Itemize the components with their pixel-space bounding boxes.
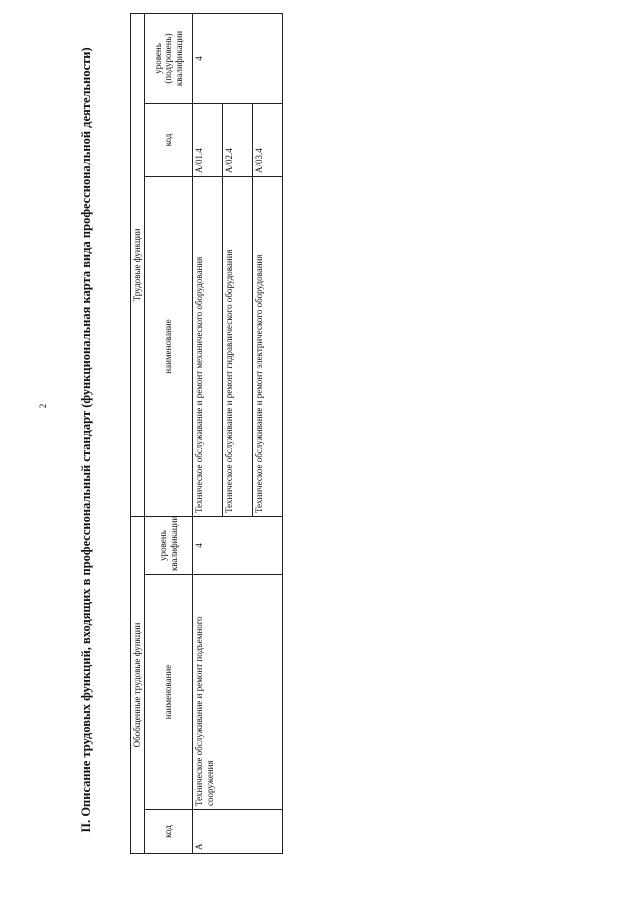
function-level: 4 (193, 13, 283, 103)
header-code-2: код (145, 103, 193, 176)
header-name: наименование (145, 575, 193, 810)
header-level-2: уровень (подуровень) квалификации (145, 13, 193, 103)
header-name-2: наименование (145, 176, 193, 516)
function-name: Техническое обслуживание и ремонт механического оборудования (193, 176, 223, 516)
header-code: код (145, 810, 193, 854)
general-code: A (193, 810, 283, 854)
function-name: Техническое обслуживание и ремонт гидравлического оборудования (223, 176, 253, 516)
function-code: A/01.4 (193, 103, 223, 176)
functional-map-table (130, 13, 283, 854)
section-title: II. Описание трудовых функций, входящих в профессиональный стандарт (функциональная карта вида профессиональной деятельности) (79, 47, 93, 833)
header-labor-functions: Трудовые функции (131, 13, 145, 516)
general-level: 4 (193, 516, 283, 574)
page-number: 2 (38, 403, 48, 409)
function-name: Техническое обслуживание и ремонт электрического оборудования (253, 176, 283, 516)
header-level: уровень квалификации (145, 516, 193, 574)
table-row (193, 13, 223, 853)
header-generalized-functions: Обобщенные трудовые функции (131, 516, 145, 853)
rotated-page (0, 18, 585, 878)
function-code: A/02.4 (223, 103, 253, 176)
function-code: A/03.4 (253, 103, 283, 176)
general-name: Техническое обслуживание и ремонт подъемного сооружения (193, 575, 283, 810)
